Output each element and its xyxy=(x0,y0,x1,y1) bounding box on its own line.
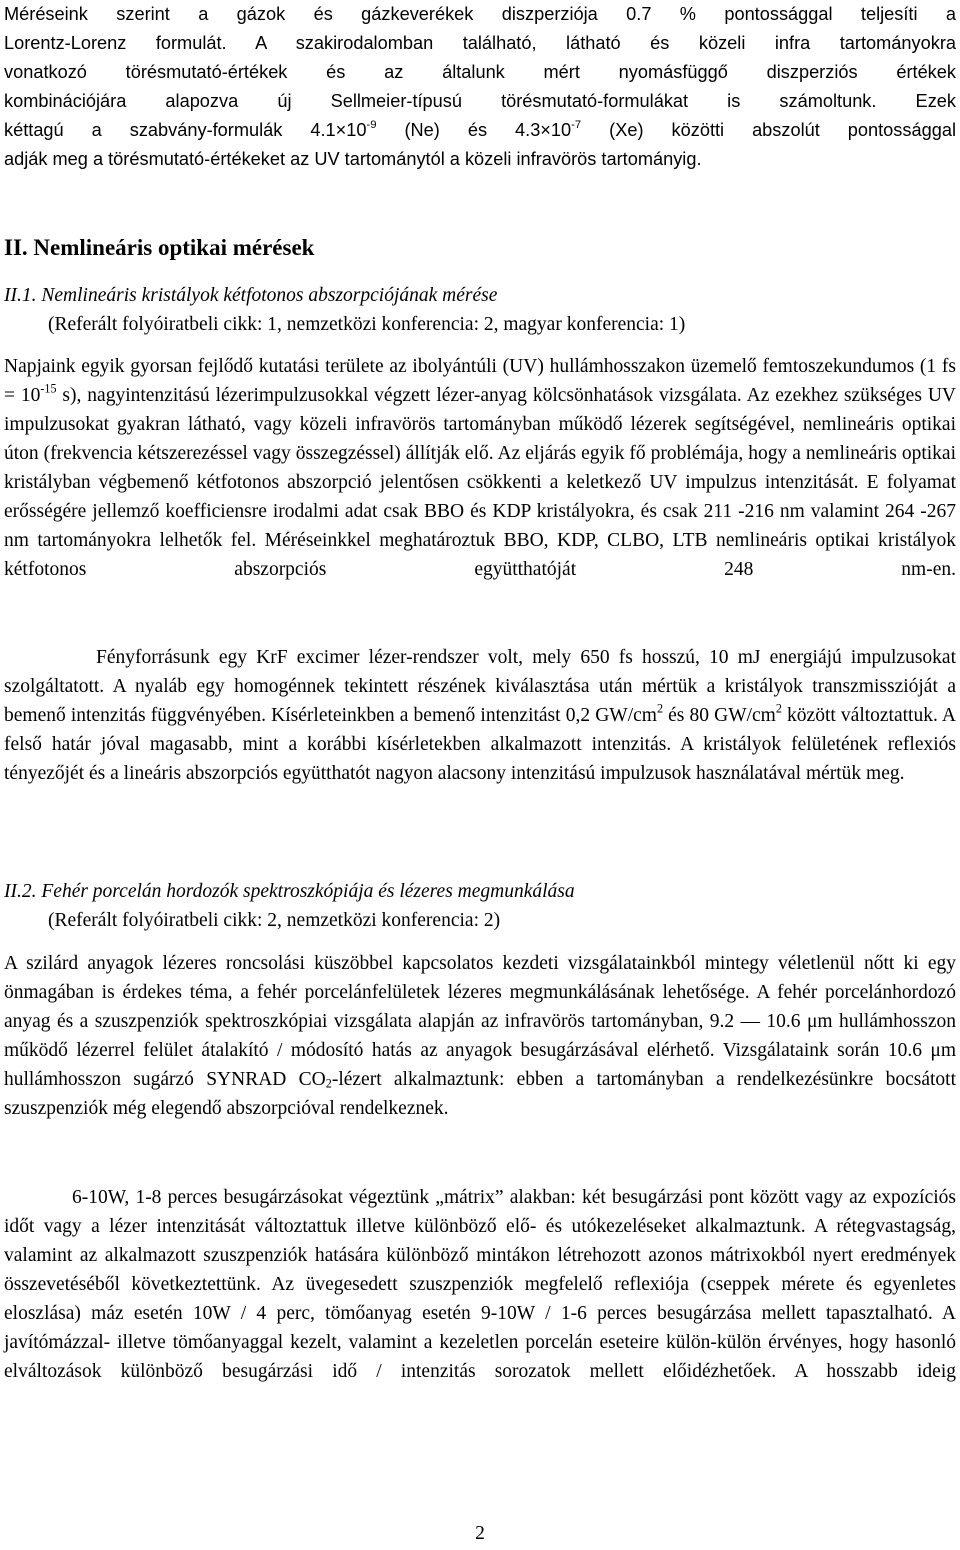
section-heading: II. Nemlineáris optikai mérések xyxy=(4,235,315,260)
paragraph-text: 6-10W, 1-8 perces besugárzásokat végeztünk „mátrix” alakban: két besugárzási pont között vagy az expozíciós időt vagy a lézer intenzitását változtattuk illetve különböző elő- és utókezeléseket alkalmaztunk. A rétegvastagság, valamint az alkalmazott szuszpenziók hatására különböző mintákon létrehozott azonos mátrixokból nyert eredmények összevetéséből következtettünk. Az üvegesedett szuszpenziók megfelelő reflexiója (cseppek mérete és egyenletes eloszlása) máz esetén 10W / 4 perc, tömőanyag esetén 9-10W / 1-6 perces besugárzása mellett tapasztalható. A javítómázzal- illetve tömőanyaggal kezelt, valamint a kezeletlen porcelán eseteire külön-külön érvényes, hogy hasonló elváltozások különböző besugárzási idő / intenzitás sorozatok mellett előidézhetőek. A hosszabb ideig xyxy=(4,1187,956,1382)
page-number: 2 xyxy=(475,1523,485,1544)
paragraph xyxy=(4,643,956,788)
subsection-title xyxy=(4,877,575,906)
paragraph xyxy=(4,1183,956,1386)
paragraph-text: között változtattuk. A felső határ jóval magasabb, mint a korábbi kísérletekben alkalmazott intenzitás. A kristályok felületének reflexiós tényezőjét és a lineáris abszorpciós együtthatót nagyon alacsony intenzitású impulzusok használatával mértük meg. xyxy=(4,705,956,784)
intro-text: Méréseink szerint a gázok és gázkeverékek diszperziója 0.7 % pontossággal teljesíti a xyxy=(4,4,956,24)
reference-note: (Referált folyóiratbeli cikk: 2, nemzetközi konferencia: 2) xyxy=(48,910,501,931)
subsection-title xyxy=(4,281,497,310)
subsection-title-text: Nemlineáris kristályok kétfotonos abszorpciójának mérése xyxy=(41,285,498,306)
subscript: 2 xyxy=(325,1076,332,1091)
intro-line-4 xyxy=(4,87,956,116)
reference-note: (Referált folyóiratbeli cikk: 1, nemzetközi konferencia: 2, magyar konferencia: 1) xyxy=(48,314,686,335)
exponent: -7 xyxy=(571,118,582,131)
intro-text: (Xe) közötti abszolút pontossággal xyxy=(581,120,956,140)
paragraph xyxy=(4,949,956,1123)
intro-text: (Ne) és 4.3×10 xyxy=(376,120,572,140)
intro-text: vonatkozó törésmutató-értékek és az általunk mért nyomásfüggő diszperziós értékek xyxy=(4,62,956,82)
paragraph-text: és 80 GW/cm xyxy=(662,705,776,726)
intro-text: kombinációjára alapozva új Sellmeier-típusú törésmutató-formulákat is számoltunk. Ezek xyxy=(4,91,956,111)
paragraph-text: -lézert alkalmaztunk: ebben a tartományban a rendelkezésünkre bocsátott szuszpenziók még elegendő abszorpcióval rendelkeznek. xyxy=(4,1069,957,1119)
paragraph-text: Napjaink egyik gyorsan fejlődő kutatási területe az ibolyántúli (UV) hullámhosszakon üzemelő femtoszekundumos (1 fs = 10 xyxy=(4,356,956,406)
intro-line-5 xyxy=(4,116,956,145)
exponent: -9 xyxy=(366,118,377,131)
intro-line-2 xyxy=(4,29,956,58)
intro-text: kéttagú a szabvány-formulák 4.1×10 xyxy=(4,120,367,140)
paragraph-text: A szilárd anyagok lézeres roncsolási küszöbbel kapcsolatos kezdeti vizsgálatainkból mintegy véletlenül nőtt ki egy önmagában is érdekes téma, a fehér porcelánfelületek lézeres megmunkálásának lehetősége. A fehér porcelánhordozó anyag és a szuszpenziók spektroszkópiai vizsgálata alapján az infravörös tartományban, 9.2 — 10.6 μm hullámhosszon működő lézerrel felület átalakító / módosító hatás az anyagok besugárzásával elérhető. Vizsgálataink során 10.6 μm hullámhosszon sugárzó SYNRAD CO xyxy=(4,953,956,1090)
intro-line-1 xyxy=(4,0,956,29)
exponent: 2 xyxy=(775,701,782,716)
subsection-number: II.2. xyxy=(4,881,37,902)
exponent: -15 xyxy=(40,381,57,396)
paragraph-text: Fényforrásunk egy KrF excimer lézer-rendszer volt, mely 650 fs hosszú, 10 mJ energiájú impulzusokat szolgáltatott. A nyaláb egy homogénnek tekintett részének kiválasztása után mértük a kristályok transzmisszióját a bemenő intenzitás függvényében. Kísérleteinkben a bemenő intenzitást 0,2 GW/cm xyxy=(4,647,956,726)
intro-line-6 xyxy=(4,145,956,174)
paragraph xyxy=(4,352,956,584)
subsection-title-text: Fehér porcelán hordozók spektroszkópiája és lézeres megmunkálása xyxy=(41,881,575,902)
intro-text: Lorentz-Lorenz formulát. A szakirodalomban található, látható és közeli infra tartományokra xyxy=(4,33,956,53)
paragraph-text: s), nagyintenzitású lézerimpulzusokkal végzett lézer-anyag kölcsönhatások vizsgálata. Az ezekhez szükséges UV impulzusokat gyakran látható, vagy közeli infravörös tartományban működő lézerek segítségével, nemlineáris optikai úton (frekvencia kétszerezéssel vagy összegzéssel) állítják elő. Az eljárás egyik fő problémája, hogy a nemlineáris optikai kristályban végbemenő kétfotonos abszorpció jelentősen csökkenti a keletkező UV impulzus intenzitását. E folyamat erősségére jellemző koefficiensre irodalmi adat csak BBO és KDP kristályokra, és csak 211 -216 nm valamint 264 -267 nm tartományokra lelhetők fel. Méréseinkkel meghatároztuk BBO, KDP, CLBO, LTB nemlineáris optikai kristályok kétfotonos abszorpciós együtthatóját 248 nm-en. xyxy=(4,385,956,580)
exponent: 2 xyxy=(656,701,663,716)
intro-line-3 xyxy=(4,58,956,87)
intro-text: adják meg a törésmutató-értékeket az UV tartománytól a közeli infravörös tartományig. xyxy=(4,149,702,169)
subsection-number: II.1. xyxy=(4,285,37,306)
